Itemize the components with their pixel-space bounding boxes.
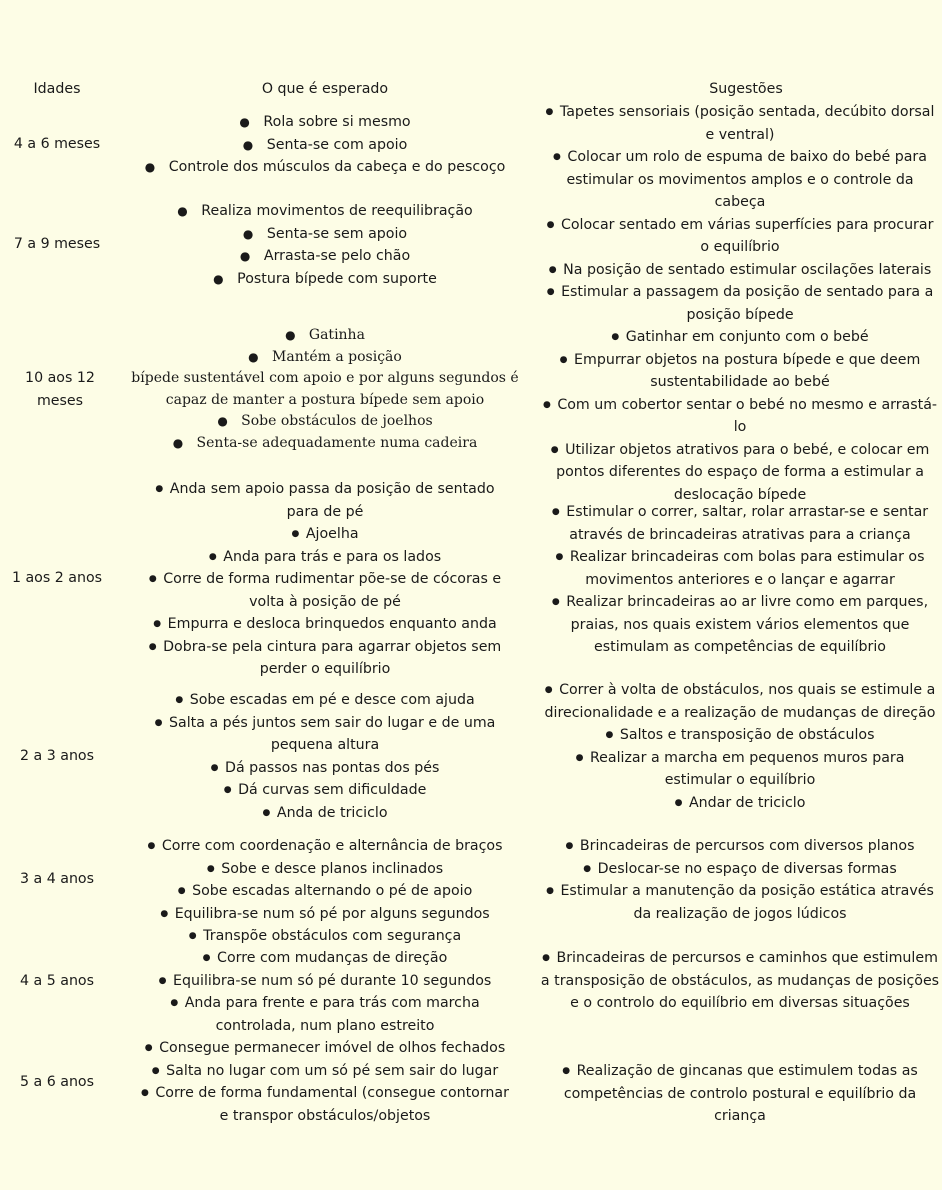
list-item: ● Estimular a passagem da posição de sentado para a posição bípede bbox=[546, 284, 934, 323]
age-cell: 3 a 4 anos bbox=[19, 871, 95, 887]
list-item: ● Empurrar objetos na postura bípede e que deem sustentabilidade ao bebé bbox=[559, 351, 921, 390]
suggestions-list bbox=[540, 501, 940, 659]
list-item: ● Andar de triciclo bbox=[674, 794, 806, 811]
list-item: ● Sobe e desce planos inclinados bbox=[206, 860, 444, 877]
list-item: ● Na posição de sentado estimular oscilações laterais bbox=[548, 261, 932, 278]
list-item: ● Corre de forma rudimentar põe-se de cócoras e volta à posição de pé bbox=[148, 571, 502, 610]
list-item: ● Senta-se adequadamente numa cadeira bbox=[172, 434, 478, 451]
list-item: ● Realizar a marcha em pequenos muros para estimular o equilíbrio bbox=[575, 749, 905, 788]
list-item: ● Corre com coordenação e alternância de braços bbox=[147, 838, 503, 854]
list-item: ● Consegue permanecer imóvel de olhos fechados bbox=[144, 1040, 506, 1056]
list-item: ● Realizar brincadeiras ao ar livre como em parques, praias, nos quais existem vários elementos que estimulam as competências de equilíbrio bbox=[551, 594, 929, 655]
list-item: ● Estimular o correr, saltar, rolar arrastar-se e sentar através de brincadeiras atrativas para a criança bbox=[551, 504, 929, 543]
header-expected: O que é esperado bbox=[261, 81, 389, 97]
suggestions-list bbox=[540, 947, 940, 1015]
list-item: ● Dobra-se pela cintura para agarrar objetos sem perder o equilíbrio bbox=[148, 638, 502, 677]
age-cell: 1 aos 2 anos bbox=[11, 570, 103, 586]
list-item: ● Colocar sentado em várias superfícies para procurar o equilíbrio bbox=[546, 216, 934, 255]
list-item: ● Brincadeiras de percursos e caminhos que estimulem a transposição de obstáculos, as mudanças de posições e o controlo do equilíbrio em diversas situações bbox=[540, 950, 940, 1011]
header-suggestions: Sugestões bbox=[709, 81, 783, 97]
list-item: ● Transpõe obstáculos com segurança bbox=[188, 928, 462, 944]
list-item: ● Anda para frente e para trás com marcha controlada, num plano estreito bbox=[170, 995, 480, 1034]
suggestions-list bbox=[540, 101, 940, 506]
list-item: ● Saltos e transposição de obstáculos bbox=[605, 727, 875, 743]
expected-list bbox=[126, 478, 524, 681]
age-cell: 7 a 9 meses bbox=[13, 236, 101, 252]
list-item: ● Colocar um rolo de espuma de baixo do bebé para estimular os movimentos amplos e o controle da cabeça bbox=[553, 149, 927, 210]
list-item: ● Gatinhar em conjunto com o bebé bbox=[611, 329, 869, 345]
header-age: Idades bbox=[33, 81, 81, 97]
suggestions-list bbox=[540, 835, 940, 925]
list-item: ● Senta-se com apoio bbox=[242, 136, 408, 153]
suggestions-list bbox=[540, 679, 940, 814]
list-item: ● Corre de forma fundamental (consegue contornar e transpor obstáculos/objetos bbox=[141, 1085, 509, 1124]
list-item: ● Estimular a manutenção da posição estática através da realização de jogos lúdicos bbox=[546, 883, 934, 922]
list-item: ● Utilizar objetos atrativos para o bebé, e colocar em pontos diferentes do espaço de forma a estimular a deslocação bípede bbox=[550, 441, 930, 503]
age-cell: 2 a 3 anos bbox=[19, 748, 95, 764]
list-item: ● Sobe escadas alternando o pé de apoio bbox=[177, 883, 473, 899]
list-item: ● Dá curvas sem dificuldade bbox=[223, 782, 427, 798]
list-item: bípede sustentável com apoio e por alguns segundos é capaz de manter a postura bípede sem apoio bbox=[131, 370, 519, 408]
list-item: ● Gatinha bbox=[285, 327, 365, 343]
list-item: ● Controle dos músculos da cabeça e do pescoço bbox=[144, 159, 506, 175]
expected-list bbox=[126, 947, 524, 1037]
list-item: ● Realiza movimentos de reequilibração bbox=[177, 203, 473, 219]
list-item: ● Sobe obstáculos de joelhos bbox=[217, 413, 433, 429]
list-item: ● Rola sobre si mesmo bbox=[239, 114, 411, 130]
expected-list bbox=[126, 325, 524, 454]
list-item: ● Corre com mudanças de direção bbox=[202, 950, 448, 966]
suggestions-list bbox=[540, 1060, 940, 1128]
list-item: ● Senta-se sem apoio bbox=[242, 225, 408, 242]
expected-list bbox=[126, 835, 524, 948]
age-cell: 4 a 6 meses bbox=[13, 136, 101, 152]
list-item: ● Correr à volta de obstáculos, nos quais se estimule a direcionalidade e a realização de mudanças de direção bbox=[544, 682, 936, 721]
age-cell: 4 a 5 anos bbox=[19, 973, 95, 989]
list-item: ● Ajoelha bbox=[291, 526, 359, 542]
age-cell: 5 a 6 anos bbox=[19, 1074, 95, 1090]
age-cell: 10 aos 12 meses bbox=[25, 370, 95, 409]
list-item: ● Realizar brincadeiras com bolas para estimular os movimentos anteriores e o lançar e agarrar bbox=[555, 549, 925, 588]
list-item: ● Sobe escadas em pé e desce com ajuda bbox=[175, 692, 475, 708]
list-item: ● Salta no lugar com um só pé sem sair do lugar bbox=[151, 1062, 499, 1079]
list-item: ● Salta a pés juntos sem sair do lugar e de uma pequena altura bbox=[154, 714, 496, 753]
expected-list bbox=[126, 1037, 524, 1127]
list-item: ● Arrasta-se pelo chão bbox=[239, 248, 411, 264]
list-item: ● Equilibra-se num só pé durante 10 segundos bbox=[158, 972, 492, 989]
list-item: ● Tapetes sensoriais (posição sentada, decúbito dorsal e ventral) bbox=[545, 104, 935, 143]
list-item: ● Equilibra-se num só pé por alguns segundos bbox=[160, 905, 490, 922]
expected-list bbox=[126, 689, 524, 824]
list-item: ● Com um cobertor sentar o bebé no mesmo e arrastá-lo bbox=[542, 396, 938, 435]
list-item: ● Anda para trás e para os lados bbox=[208, 548, 442, 565]
list-item: ● Dá passos nas pontas dos pés bbox=[210, 759, 440, 776]
list-item: ● Postura bípede com suporte bbox=[213, 270, 437, 287]
list-item: ● Deslocar-se no espaço de diversas formas bbox=[583, 860, 897, 877]
list-item: ● Anda de triciclo bbox=[262, 804, 388, 821]
list-item: ● Brincadeiras de percursos com diversos planos bbox=[565, 838, 915, 854]
list-item: ● Anda sem apoio passa da posição de sentado para de pé bbox=[155, 481, 495, 520]
expected-list bbox=[126, 111, 524, 179]
list-item: ● Empurra e desloca brinquedos enquanto anda bbox=[153, 616, 497, 632]
list-item: ● Mantém a posição bbox=[248, 348, 402, 365]
list-item: ● Realização de gincanas que estimulem todas as competências de controlo postural e equilíbrio da criança bbox=[562, 1063, 918, 1124]
expected-list bbox=[126, 200, 524, 290]
